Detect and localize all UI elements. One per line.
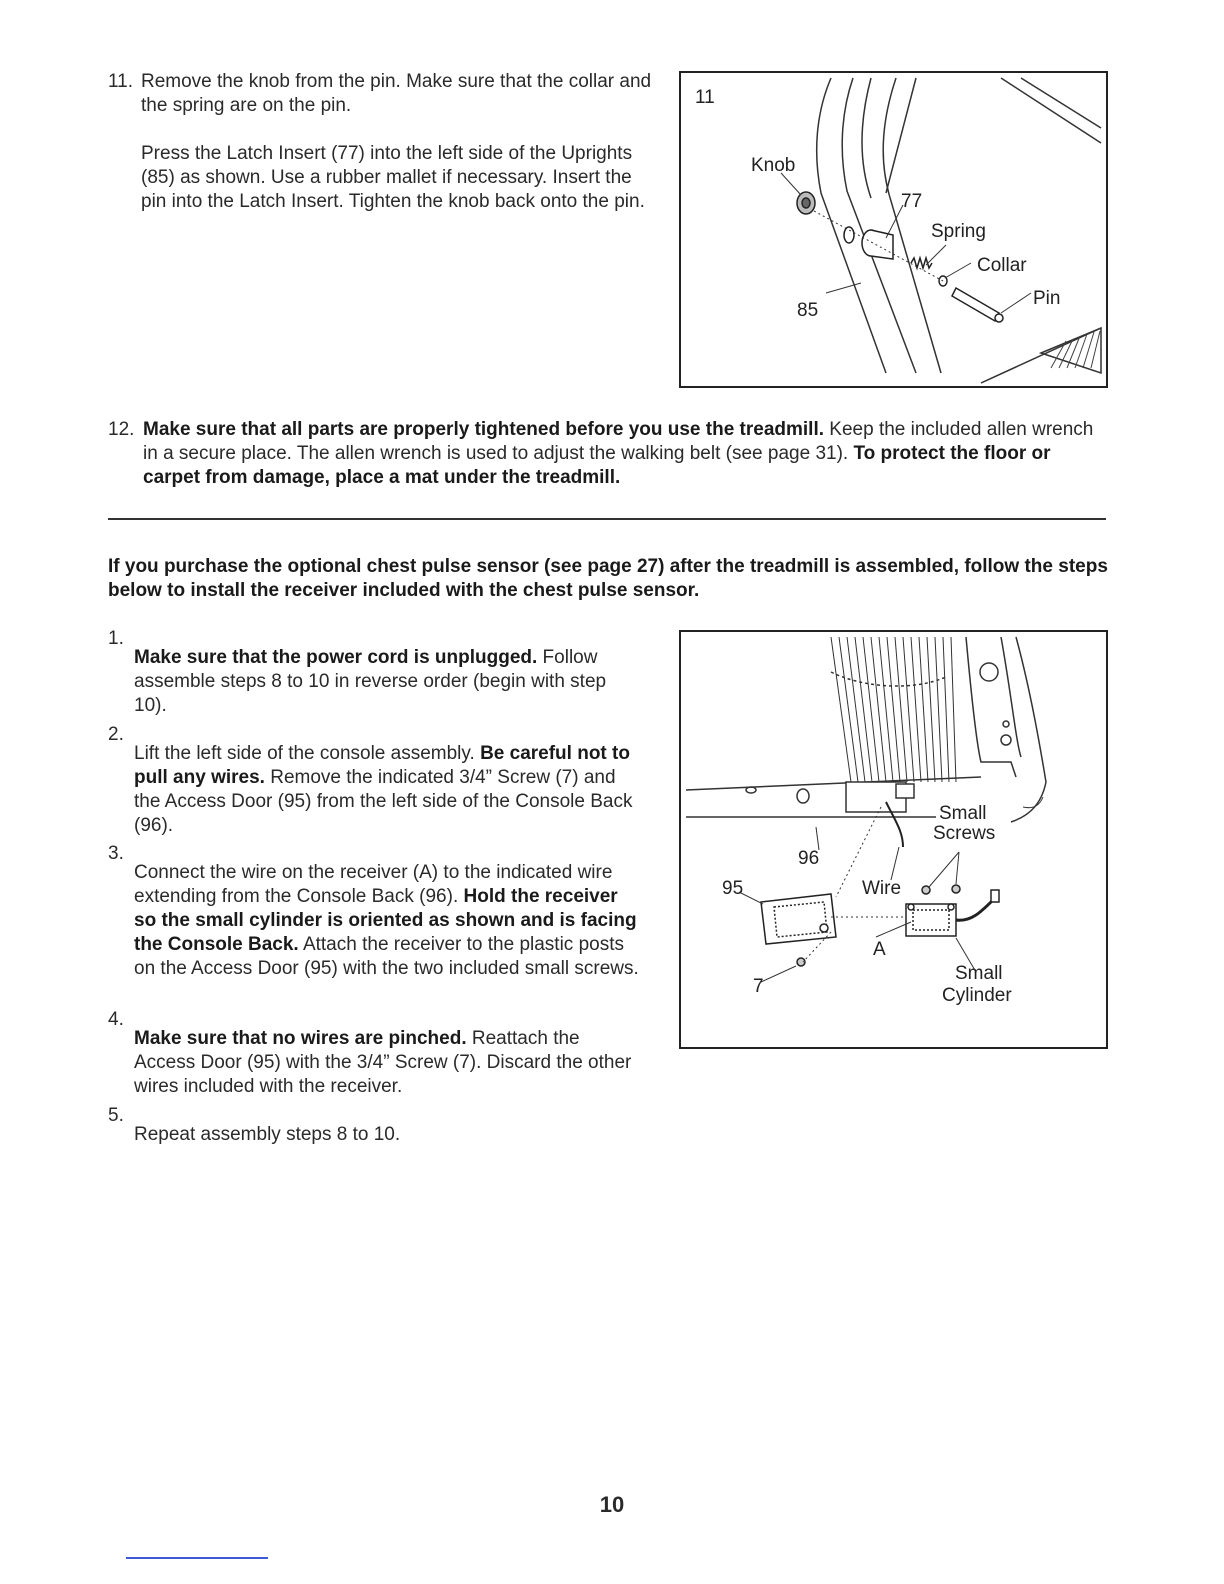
step-11-paragraph-1: Remove the knob from the pin. Make sure that the collar and the spring are on the pin. [141,71,652,116]
step-12-text: Keep the included allen wrench in a secure place. The allen wrench is used to adjust the walking belt (see page 31). [143,419,1094,464]
label-pin: Pin [1033,288,1061,309]
label-95: 95 [722,878,744,899]
receiver-step-3-text: Attach the receiver to the plastic posts on the Access Door (95) with the two included small screws. [134,934,639,979]
step-12-bold-2: To protect the floor or carpet from damage, place a mat under the treadmill. [143,443,1051,488]
step-number: 3. [108,843,124,864]
label-A: A [873,939,886,960]
figure-number: 11 [695,87,715,108]
step-number: 2. [108,724,124,745]
figure-11-drawing [681,73,1106,386]
step-11-paragraph-2: Press the Latch Insert (77) into the left side of the Uprights (85) as shown. Use a rubber mallet if necessary. Insert the pin into the Latch Insert. Tighten the knob back onto the pin. [141,143,645,212]
receiver-step-3-bold: Hold the receiver so the small cylinder is oriented as shown and is facing the Console Back. [134,886,637,955]
label-small-cylinder-line1: Small [955,963,1003,984]
label-small-cylinder-line2: Cylinder [942,985,1012,1006]
label-knob: Knob [751,155,796,176]
receiver-step-5-text: Repeat assembly steps 8 to 10. [134,1124,401,1145]
figure-11-latch-insert [679,71,1108,388]
receiver-step-4-bold: Make sure that no wires are pinched. [134,1028,467,1049]
step-number: 11. [108,71,134,92]
step-number: 1. [108,628,124,649]
receiver-step-2-bold: Be careful not to pull any wires. [134,743,630,788]
step-number: 4. [108,1009,124,1030]
figure-receiver-install [679,630,1108,1049]
step-12-bold-1: Make sure that all parts are properly tightened before you use the treadmill. [143,419,825,440]
footer-line [126,1557,268,1559]
label-7: 7 [753,976,764,997]
receiver-step-1-bold: Make sure that the power cord is unplugged. [134,647,538,668]
label-small-screws-line1: Small [939,803,987,824]
label-collar: Collar [977,255,1027,276]
receiver-step-2-text: Remove the indicated 3/4” Screw (7) and the Access Door (95) from the left side of the Console Back (96). [134,767,633,836]
knob-part [797,192,815,214]
receiver-step-2-pre: Lift the left side of the console assembly. [134,743,481,764]
label-wire: Wire [862,878,902,899]
label-77: 77 [901,191,923,212]
section-divider [108,518,1106,520]
receiver-intro [108,555,1108,603]
step-number: 12. [108,419,135,440]
receiver-intro-text: If you purchase the optional chest pulse sensor (see page 27) after the treadmill is assembled, follow the steps below to install the receiver included with the chest pulse sensor. [108,556,1108,601]
receiver-step-1-text: Follow assemble steps 8 to 10 in reverse order (begin with step 10). [134,647,607,716]
label-85: 85 [797,300,819,321]
step-number: 5. [108,1105,124,1126]
figure-receiver-drawing [681,632,1106,1047]
label-96: 96 [798,848,820,869]
receiver-step-3-pre: Connect the wire on the receiver (A) to the indicated wire extending from the Console Back (96). [134,862,613,907]
label-spring: Spring [931,221,986,242]
page-number: 10 [599,1492,625,1517]
label-small-screws-line2: Screws [933,823,996,844]
receiver-step-4-text: Reattach the Access Door (95) with the 3/4” Screw (7). Discard the other wires included with the receiver. [134,1028,632,1097]
